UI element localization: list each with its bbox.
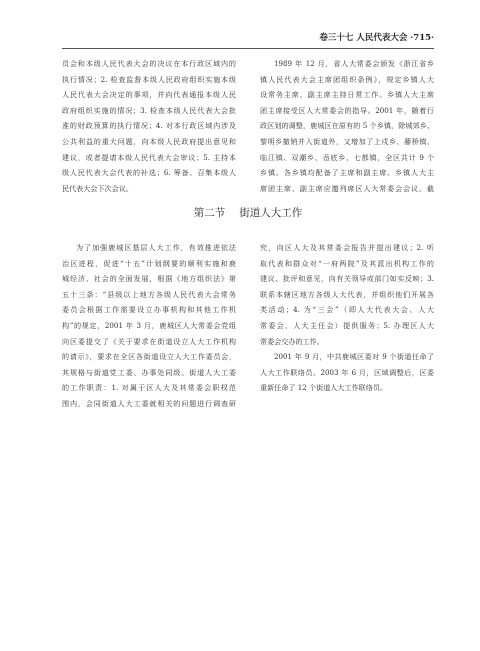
text-line: 政区划的调整，鹿城区在原有的 5 个乡镇，除城郊乡、 xyxy=(260,121,434,131)
text-line: 公共利益的重大问题，向本级人民政府提出意见和 xyxy=(62,136,236,146)
text-line: 人民代表大会决定的事项，并向代表通报本级人民 xyxy=(62,90,236,100)
running-title: 卷三十七 人民代表大会 ·715· xyxy=(319,33,434,43)
bottom-right-column xyxy=(260,240,434,396)
text-line: 镇人民代表大会主席团组织条例》，规定乡镇人大 xyxy=(260,74,434,84)
text-line: 重新任命了 12 个街道人大工作联络员。 xyxy=(260,383,388,393)
text-line: 的工作职责：1. 对属于区人大及其常委会职权范 xyxy=(62,383,236,393)
header-rule xyxy=(62,48,434,49)
section-heading xyxy=(62,205,434,220)
text-line: 类活动；4. 为“三会”（即人大代表大会、人大 xyxy=(260,305,434,315)
text-line: 常委会、人大主任会）提供服务；5. 办理区人大 xyxy=(260,320,434,330)
text-line: 政府组织实施的情况；3. 检查本级人民代表大会批 xyxy=(62,105,236,115)
text-line: 其规格与街道党工委、办事处同级。街道人大工委 xyxy=(62,367,236,377)
text-line: 为了加强鹿城区基层人大工作，有效推进依法 xyxy=(76,243,236,252)
text-line: 联系本辖区地方各级人大代表，并组织他们开展各 xyxy=(260,289,434,299)
running-header xyxy=(62,30,434,44)
text-line: 常委会交办的工作。 xyxy=(260,336,324,346)
text-line: 建议，或者提请本级人民代表大会审议；5. 主持本 xyxy=(62,152,236,162)
text-line: 城经济、社会的全面发展，根据《地方组织法》第 xyxy=(62,274,236,284)
text-line: 团主席接受区人大常委会的指导。2001 年，随着行 xyxy=(260,105,434,115)
text-line: 设常务主席、副主席主持日常工作。乡镇人大主席 xyxy=(260,90,434,100)
text-line: 取代表和群众对“一府两院”及其派出机构工作的 xyxy=(260,258,434,268)
text-line: 2001 年 9 月，中共鹿城区委对 9 个街道任命了 xyxy=(274,352,434,362)
text-line: 究，向区人大及其常委会报告并提出建议；2. 听 xyxy=(260,243,434,252)
text-line: 的请示》，要求在全区各街道设立人大工作委员会， xyxy=(62,352,236,362)
text-line: 建议、批评和意见，向有关领导或部门如实反映；3. xyxy=(260,274,434,284)
text-line: 五十三条：“县级以上地方各级人民代表大会常务 xyxy=(62,289,236,299)
section-number: 第二节 xyxy=(193,207,226,219)
section-title: 街道人大工作 xyxy=(239,207,303,219)
text-line: 治区进程，促进“十五”计划纲要的顺利实施和鹿 xyxy=(62,258,236,268)
text-line: 准的财政预算的执行情况；4. 对本行政区域内涉及 xyxy=(62,121,236,131)
text-line: 构”的规定，2001 年 3 月，鹿城区人大常委会党组 xyxy=(62,320,236,330)
text-line: 黎明乡撤销并入街道外，又增加了上戍乡、藤桥镇、 xyxy=(260,136,434,146)
text-line: 执行情况；2. 检查监督本级人民政府组织实施本级 xyxy=(62,74,236,84)
top-left-column xyxy=(62,56,236,196)
text-line: 委员会根据工作需要设立办事机构和其他工作机 xyxy=(62,305,236,315)
text-line: 员会和本级人民代表大会的决议在本行政区域内的 xyxy=(62,59,236,68)
text-line: 围内，会同街道人大工委就相关的问题进行调查研 xyxy=(62,398,236,408)
text-line: 席团主席、副主席应邀列席区人大常委会会议。截 xyxy=(260,183,434,193)
text-line: 级人民代表大会代表的补选；6. 筹备、召集本级人 xyxy=(62,168,236,178)
text-line: 人大工作联络员。2003 年 6 月，区域调整后，区委 xyxy=(260,367,434,377)
bottom-left-column xyxy=(62,240,236,412)
top-right-column xyxy=(260,56,434,196)
text-line: 临江镇、双潮乡、岙底乡、七都镇，全区共计 9 个 xyxy=(260,152,434,162)
text-line: 向区委提交了《关于要求在街道设立人大工作机构 xyxy=(62,336,236,346)
text-line: 乡镇。各乡镇均配备了主席和副主席。乡镇人大主 xyxy=(260,168,434,178)
text-line: 民代表大会下次会议。 xyxy=(62,183,133,193)
text-line: 1989 年 12 月，省人大常委会颁发《浙江省乡 xyxy=(274,59,434,68)
